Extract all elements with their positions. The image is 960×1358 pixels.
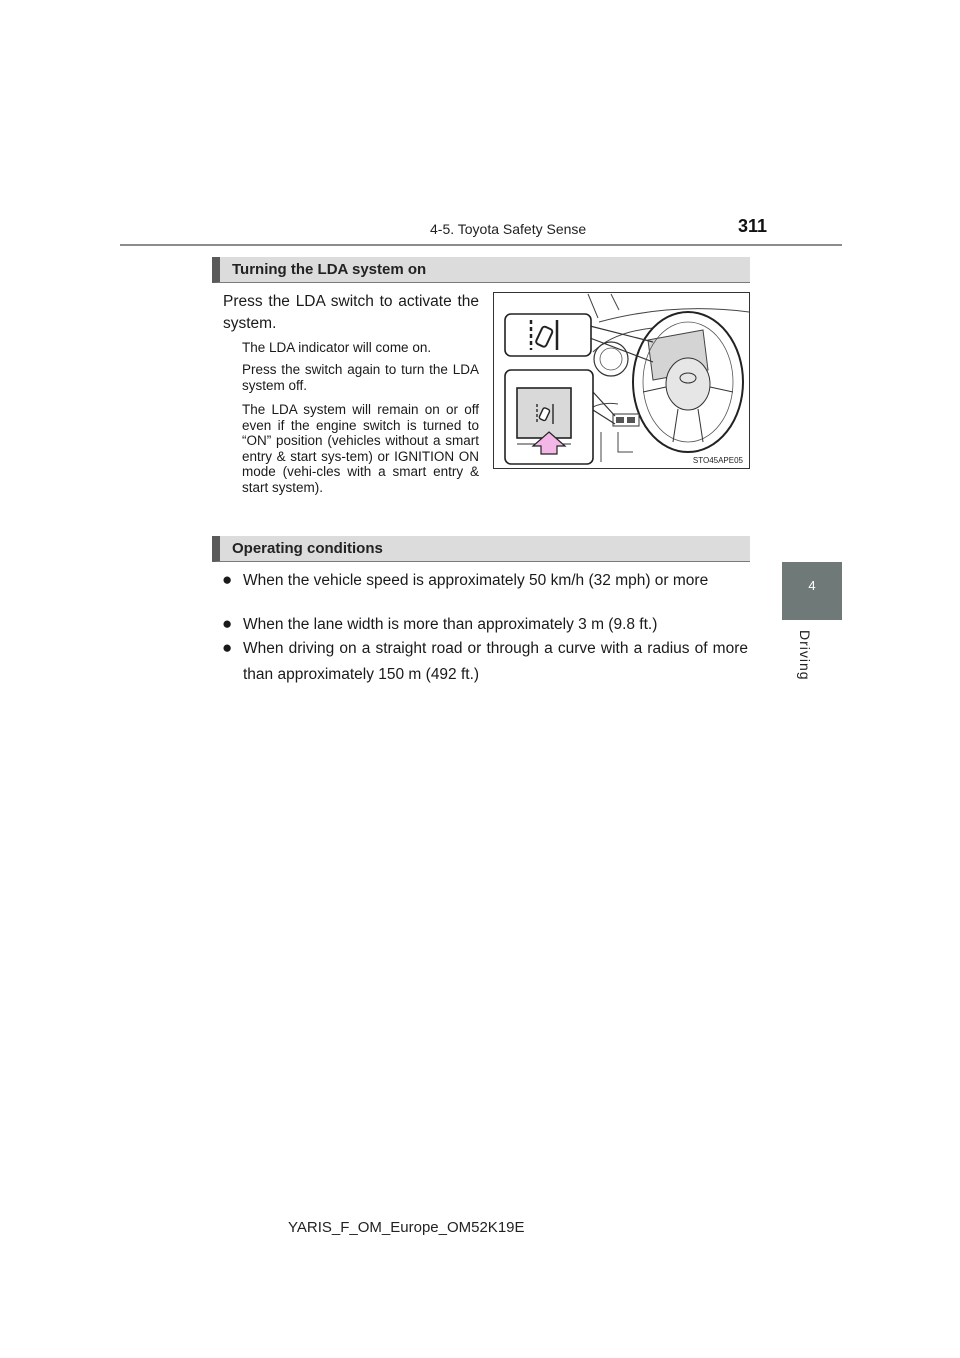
condition-bullet-3 [222, 636, 748, 688]
dashboard-illustration [493, 292, 750, 469]
figure-code: STO45APE05 [692, 456, 743, 465]
chapter-tab-number: 4 [808, 578, 816, 593]
condition-text: When the vehicle speed is approximately 50 km/h (32 mph) or more [243, 572, 709, 589]
condition-text: When driving on a straight road or through a curve with a radius of more than approximately 150 m (492 ft.) [243, 640, 748, 683]
chapter-tab-label: Driving [797, 630, 813, 681]
section-heading-operating-conditions [212, 536, 750, 562]
section-heading-text: Turning the LDA system on [232, 261, 427, 278]
header-divider [120, 244, 842, 246]
lda-switch-figure [493, 292, 750, 469]
condition-text: When the lane width is more than approximately 3 m (9.8 ft.) [243, 616, 658, 633]
bullet-dot-icon: ● [222, 570, 233, 589]
condition-bullet-2 [222, 612, 748, 638]
document-id: YARIS_F_OM_Europe_OM52K19E [288, 1219, 525, 1236]
page-number: 311 [738, 216, 768, 236]
section1-note-2: Press the switch again to turn the LDA system off. [242, 362, 479, 393]
bullet-dot-icon: ● [222, 638, 233, 657]
section-heading-text: Operating conditions [232, 540, 383, 557]
bullet-dot-icon: ● [222, 614, 233, 633]
header-section-title: 4-5. Toyota Safety Sense [430, 221, 587, 237]
section1-note-3: The LDA system will remain on or off even if the engine switch is turned to “ON” position (vehicles without a smart entry & start sys-tem) or IGNITION ON mode (vehi-cles with a smart entry & start system). [242, 402, 479, 495]
section1-note-1: The LDA indicator will come on. [242, 340, 432, 355]
section1-body: Press the LDA switch to activate the system. [223, 293, 479, 332]
section-heading-lda-on [212, 257, 750, 283]
